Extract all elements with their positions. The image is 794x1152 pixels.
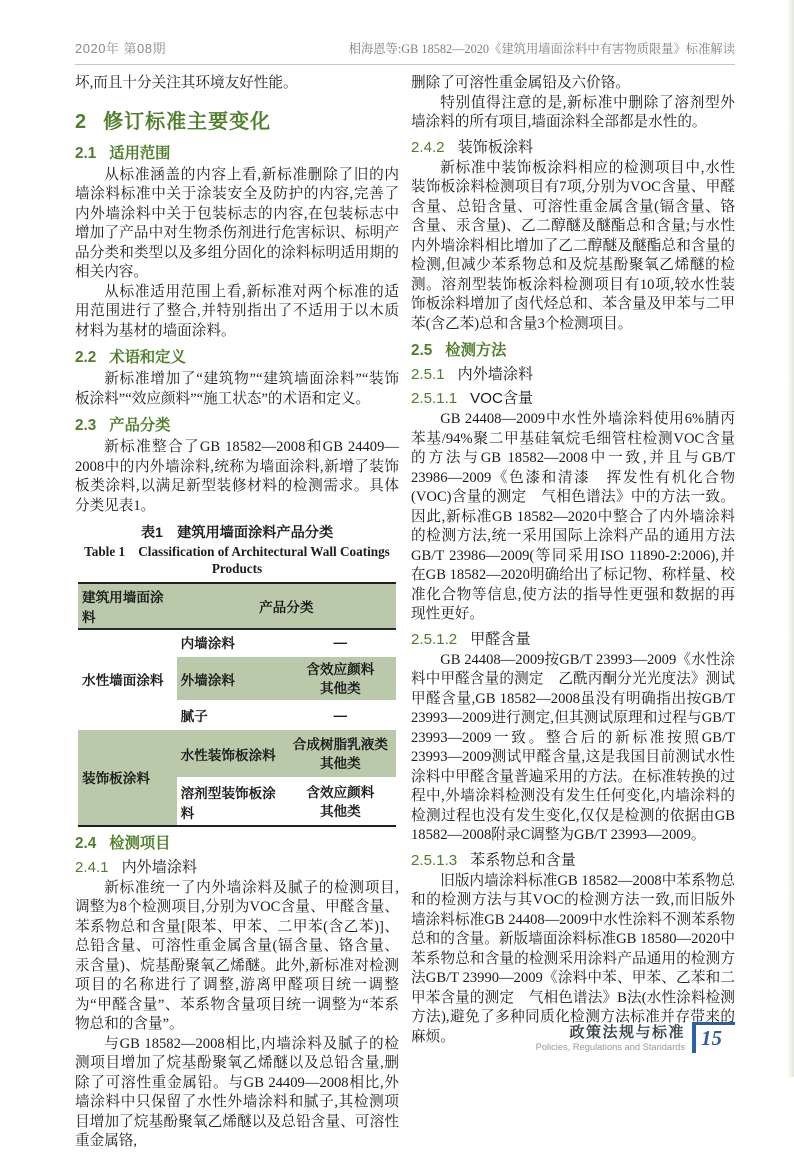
table-cell: 含效应颜料 其他类 (285, 779, 396, 825)
section-heading-2 (75, 105, 399, 134)
heading-number: 2.4.2 (411, 138, 445, 156)
heading-label: 内外墙涂料 (457, 366, 534, 383)
table-title-en-line1: Table 1 Classification of Architectural Wall Coatings (84, 544, 390, 559)
table-header-cell: 建筑用墙面涂料 (78, 584, 177, 629)
heading-label: 装饰板涂料 (457, 138, 534, 156)
heading-number: 2.1 (75, 144, 97, 162)
heading-number: 2.5 (411, 342, 433, 359)
heading-label: 检测项目 (109, 834, 171, 852)
paragraph: GB 24408—2009按GB/T 23993—2009《水性涂料中甲醛含量的测定 乙酰丙酮分光光度法》测试甲醛含量,GB 18582—2008虽没有明确指出按GB/T 23993—2009进行测定,但其测试原理和过程与GB/T 23993—2009一致。整合后的新标准按照GB/T 23993—2009测试甲醛含量,这是我国目前测试水性涂料中甲醛含量普遍采用的方法。在标准转换的过程中,外墙涂料检测没有发生任何变化,内墙涂料的检测过程也没有发生变化,仅仅是检测的依据由GB 18582—2008附录C调整为GB/T 23993—2009。 (411, 651, 735, 843)
section-heading-2-5-1-2 (411, 628, 735, 649)
section-heading-2-5-1-3 (411, 849, 735, 870)
heading-number: 2.5.1.1 (411, 390, 458, 407)
paragraph: 新标准统一了内外墙涂料及腻子的检测项目,调整为8个检测项目,分别为VOC含量、甲醛含量、苯系物总和含量[限苯、甲苯、二甲苯(含乙苯)]、总铅含量、可溶性重金属含量(镉含量、铬含量、汞含量)、烷基酚聚氧乙烯醚。此外,新标准对检测项目的名称进行了调整,游离甲醛项目统一调整为“甲醛含量”、苯系物含量项目统一调整为“苯系物总和的含量”。 (75, 879, 399, 1032)
heading-label: 术语和定义 (109, 349, 186, 366)
heading-label: 适用范围 (109, 144, 171, 162)
section-heading-2-5 (411, 338, 735, 360)
paragraph-continuation: 坏,而且十分关注其环境友好性能。 (75, 75, 298, 91)
scan-edge-artifact (787, 0, 794, 1077)
heading-label: 甲醛含量 (470, 630, 531, 648)
issue-label: 2020年 第08期 (75, 41, 166, 56)
section-heading-2-5-1-1 (411, 387, 735, 408)
heading-number: 2.2 (75, 349, 97, 366)
heading-number: 2 (75, 110, 88, 133)
table-cell: 外墙涂料 (177, 656, 285, 702)
left-column (75, 74, 399, 1152)
heading-number: 2.5.1 (411, 366, 445, 383)
table-cell: 水性装饰板涂料 (177, 729, 285, 779)
table-cell: — (285, 702, 396, 729)
footer-title-zh: 政策法规与标准 (569, 1024, 685, 1041)
section-heading-2-4 (75, 831, 399, 853)
paragraph: 新标准中装饰板涂料相应的检测项目中,水性装饰板涂料检测项目有7项,分别为VOC含量、甲醛含量、总铅含量、可溶性重金属含量(镉含量、铬含量、汞含量)、乙二醇醚及醚酯总和含量;与水性内外墙涂料相比增加了乙二醇醚及醚酯总和含量的检测,但减少苯系物总和及烷基酚聚氧乙烯醚的检测。溶剂型装饰板涂料检测项目有10项,较水性装饰板涂料增加了卤代烃总和、苯含量及甲苯与二甲苯(含乙苯)总和含量3个检测项目。 (411, 159, 735, 332)
article-body (75, 74, 735, 1152)
heading-number: 2.4.1 (75, 858, 109, 876)
table-cell: 合成树脂乳液类 其他类 (285, 729, 396, 779)
footer-section-title (536, 1022, 685, 1053)
paragraph: GB 24408—2009中水性外墙涂料使用6%腈丙苯基/94%聚二甲基硅氧烷毛细管柱检测VOC含量的方法与GB 18582—2008中一致,并且与GB/T 23986—2009《色漆和清漆 挥发性有机化合物(VOC)含量的测定 气相色谱法》中的方法一致。因此,新标准GB 18582—2020中整合了内外墙涂料的检测方法,统一采用国际上涂料产品的通用方法GB/T 23986—2009(等同采用ISO 11890-2:2006),并在GB 18582—2020明确给出了标记物、称样量、校准化合物等信息,使方法的指导性更强和数据的再现性更好。 (411, 411, 735, 622)
section-heading-2-4-2 (411, 136, 735, 157)
section-heading-2-1 (75, 141, 399, 163)
table-group-cell: 水性墙面涂料 (82, 672, 164, 688)
table-cell: 溶剂型装饰板涂料 (177, 779, 285, 825)
paragraph: 新标准整合了GB 18582—2008和GB 24409—2008中的内外墙涂料,统称为墙面涂料,新增了装饰板类涂料,以满足新型装修材料的检测需求。具体分类见表1。 (75, 439, 399, 514)
heading-label: VOC含量 (470, 390, 534, 407)
page-header (75, 38, 735, 65)
table-group-cell: 装饰板涂料 (78, 729, 177, 825)
table-cell: 含效应颜料 其他类 (285, 656, 396, 702)
running-title: 相海恩等:GB 18582—2020《建筑用墙面涂料中有害物质限量》标准解读 (348, 42, 735, 56)
section-heading-2-2 (75, 345, 399, 367)
heading-label: 苯系物总和含量 (470, 851, 576, 869)
page-footer (536, 1022, 735, 1053)
table-header-cell: 产品分类 (177, 584, 396, 629)
paragraph: 从标准涵盖的内容上看,新标准删除了旧的内墙涂料标准中关于涂装安全及防护的内容,完善了内外墙涂料中关于包装标志的内容,在包装标志中增加了产品中对生物杀伤剂进行危害标识、标明产品分类和类型以及多组分固化的涂料标明适用期的相关内容。 (75, 166, 399, 280)
footer-title-en: Policies, Regulations and Standards (535, 1042, 685, 1052)
section-heading-2-3 (75, 413, 399, 435)
heading-label: 修订标准主要变化 (103, 110, 272, 133)
heading-label: 检测方法 (445, 342, 507, 359)
table-cell: 内墙涂料 (180, 636, 235, 651)
heading-number: 2.3 (75, 417, 97, 434)
table-header-row (78, 584, 396, 629)
table-cell: — (333, 634, 348, 650)
table-cell: 腻子 (177, 702, 285, 729)
heading-label: 内外墙涂料 (121, 858, 198, 876)
table-row (78, 729, 396, 779)
page-number: 15 (701, 1026, 722, 1050)
right-column (411, 74, 735, 1152)
table-row (78, 629, 396, 656)
paragraph: 从标准适用范围上看,新标准对两个标准的适用范围进行了整合,并特别指出了不适用于以木质材料为基材的墙面涂料。 (75, 283, 399, 339)
paragraph: 与GB 18582—2008相比,内墙涂料及腻子的检测项目增加了烷基酚聚氧乙烯醚以及总铅含量,删除了可溶性重金属铅。与GB 24409—2008相比,外墙涂料中只保留了水性外墙涂料和腻子,其检测项目增加了烷基酚聚氧乙烯醚以及总铅含量、可溶性重金属铬, (75, 1035, 399, 1149)
paragraph-continuation: 删除了可溶性重金属铅及六价铬。 (411, 75, 630, 91)
section-heading-2-5-1 (411, 363, 735, 384)
classification-table (78, 582, 396, 827)
paragraph: 特别值得注意的是,新标准中删除了溶剂型外墙涂料的所有项目,墙面涂料全部都是水性的。 (411, 94, 735, 130)
heading-number: 2.5.1.3 (411, 851, 458, 869)
paragraph: 新标准增加了“建筑物”“建筑墙面涂料”“装饰板涂料”“效应颜料”“施工状态”的术语和定义。 (75, 371, 399, 407)
page-number-bracket (692, 1022, 735, 1053)
table-title-en-line2: Products (211, 561, 263, 576)
section-heading-2-4-1 (75, 856, 399, 877)
heading-number: 2.4 (75, 834, 97, 852)
table-title-zh: 表1 建筑用墙面涂料产品分类 (140, 525, 334, 541)
heading-label: 产品分类 (109, 417, 171, 434)
heading-number: 2.5.1.2 (411, 630, 458, 648)
paragraph: 旧版内墙涂料标准GB 18582—2008中苯系物总和的检测方法与其VOC的检测方法一致,而旧版外墙涂料标准GB 24408—2009中水性涂料不测苯系物总和的含量。新版墙面涂料标准GB 18580—2020中苯系物总和含量的检测采用涂料产品通用的检测方法GB/T 23990—2009《涂料中苯、甲苯、乙苯和二甲苯含量的测定 气相色谱法》B法(水性涂料检测方法),避免了多种同质化检测方法标准并存带来的麻烦。 (411, 872, 735, 1045)
